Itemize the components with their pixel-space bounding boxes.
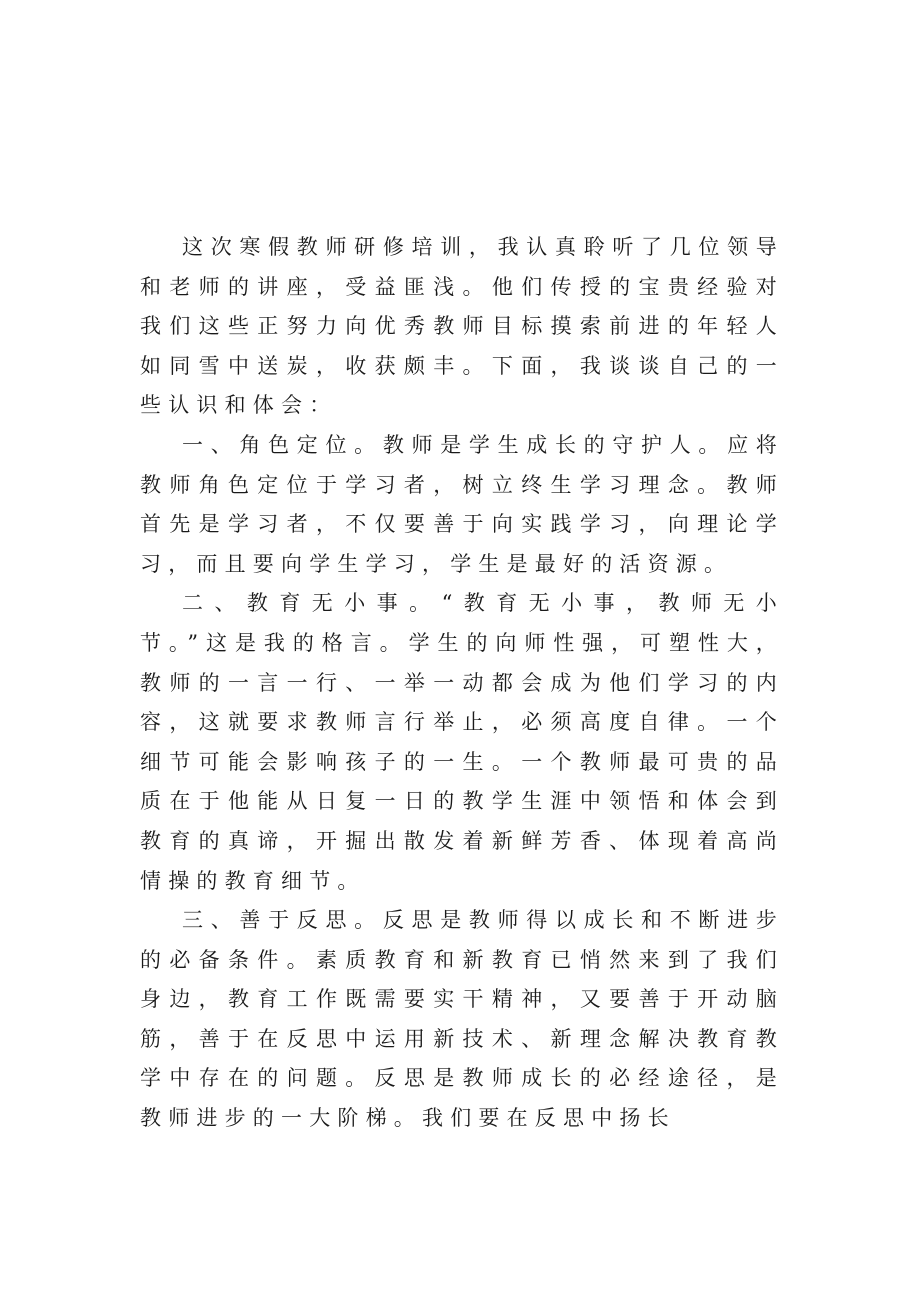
paragraph-reflection: 三、善于反思。反思是教师得以成长和不断进步的必备条件。素质教育和新教育已悄然来到了我们身边，教育工作既需要实干精神，又要善于开动脑筋，善于在反思中运用新技术、新理念解决教育教学中存在的问题。反思是教师成长的必经途径，是教师进步的一大阶梯。我们要在反思中扬长 xyxy=(140,908,784,1131)
document-page xyxy=(140,228,784,1139)
paragraph-role-positioning: 一、角色定位。教师是学生成长的守护人。应将教师角色定位于学习者，树立终生学习理念。教师首先是学习者，不仅要善于向实践学习，向理论学习，而且要向学生学习，学生是最好的活资源。 xyxy=(140,432,784,576)
paragraph-no-small-matters: 二、教育无小事。“教育无小事，教师无小节。”这是我的格言。学生的向师性强，可塑性大，教师的一言一行、一举一动都会成为他们学习的内容，这就要求教师言行举止，必须高度自律。一个细节可能会影响孩子的一生。一个教师最可贵的品质在于他能从日复一日的教学生涯中领悟和体会到教育的真谛，开掘出散发着新鲜芳香、体现着高尚情操的教育细节。 xyxy=(140,591,784,893)
paragraph-intro: 这次寒假教师研修培训，我认真聆听了几位领导和老师的讲座，受益匪浅。他们传授的宝贵经验对我们这些正努力向优秀教师目标摸索前进的年轻人如同雪中送炭，收获颇丰。下面，我谈谈自己的一些认识和体会： xyxy=(140,235,784,418)
